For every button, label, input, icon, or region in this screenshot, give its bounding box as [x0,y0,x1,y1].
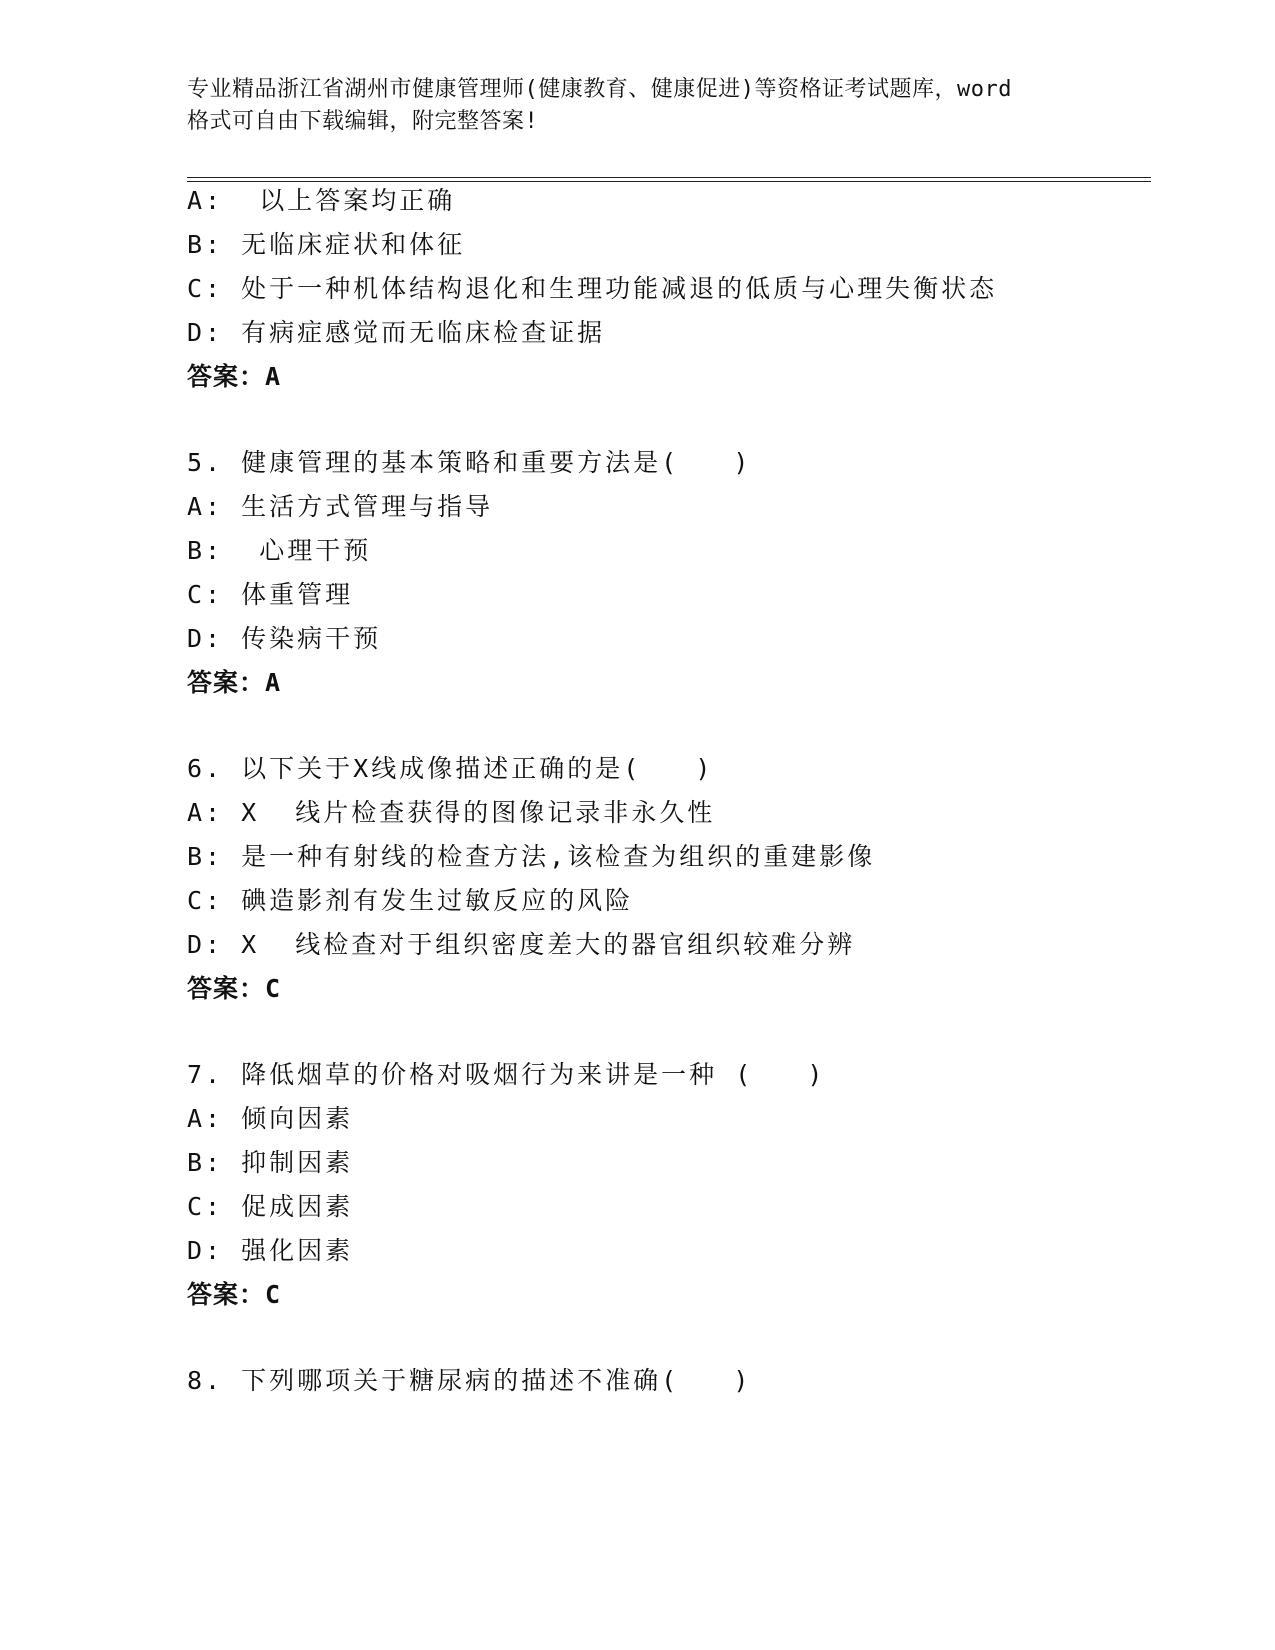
q5-option-b: B: 心理干预 [187,536,372,565]
q6-question: 6. 以下关于X线成像描述正确的是( ) [187,754,714,783]
q5-answer: 答案：A [187,668,282,697]
q6-answer: 答案：C [187,974,282,1003]
q4-answer: 答案：A [187,362,282,391]
q4-option-c: C: 处于一种机体结构退化和生理功能减退的低质与心理失衡状态 [187,274,998,303]
q7-answer: 答案：C [187,1280,282,1309]
q6-option-a: A: X 线片检查获得的图像记录非永久性 [187,798,716,827]
document-header [187,74,1087,138]
q7-option-b: B: 抑制因素 [187,1148,354,1177]
q4-option-d: D: 有病症感觉而无临床检查证据 [187,318,606,347]
q4-option-a: A: 以上答案均正确 [187,186,456,215]
header-line-1: 专业精品浙江省湖州市健康管理师(健康教育、健康促进)等资格证考试题库，word [187,77,1012,102]
q6-option-b: B: 是一种有射线的检查方法,该检查为组织的重建影像 [187,842,876,871]
q5-question: 5. 健康管理的基本策略和重要方法是( ) [187,448,752,477]
q5-option-a: A: 生活方式管理与指导 [187,492,494,521]
q7-option-d: D: 强化因素 [187,1236,354,1265]
header-divider [187,177,1151,182]
q6-option-d: D: X 线检查对于组织密度差大的器官组织较难分辨 [187,930,856,959]
q7-option-c: C: 促成因素 [187,1192,354,1221]
q4-option-b: B: 无临床症状和体征 [187,230,466,259]
q7-option-a: A: 倾向因素 [187,1104,354,1133]
q6-option-c: C: 碘造影剂有发生过敏反应的风险 [187,886,634,915]
q8-question: 8. 下列哪项关于糖尿病的描述不准确( ) [187,1366,752,1395]
header-line-2: 格式可自由下载编辑，附完整答案! [187,109,539,134]
q7-question: 7. 降低烟草的价格对吸烟行为来讲是一种 ( ) [187,1060,826,1089]
q5-option-c: C: 体重管理 [187,580,354,609]
q5-option-d: D: 传染病干预 [187,624,382,653]
